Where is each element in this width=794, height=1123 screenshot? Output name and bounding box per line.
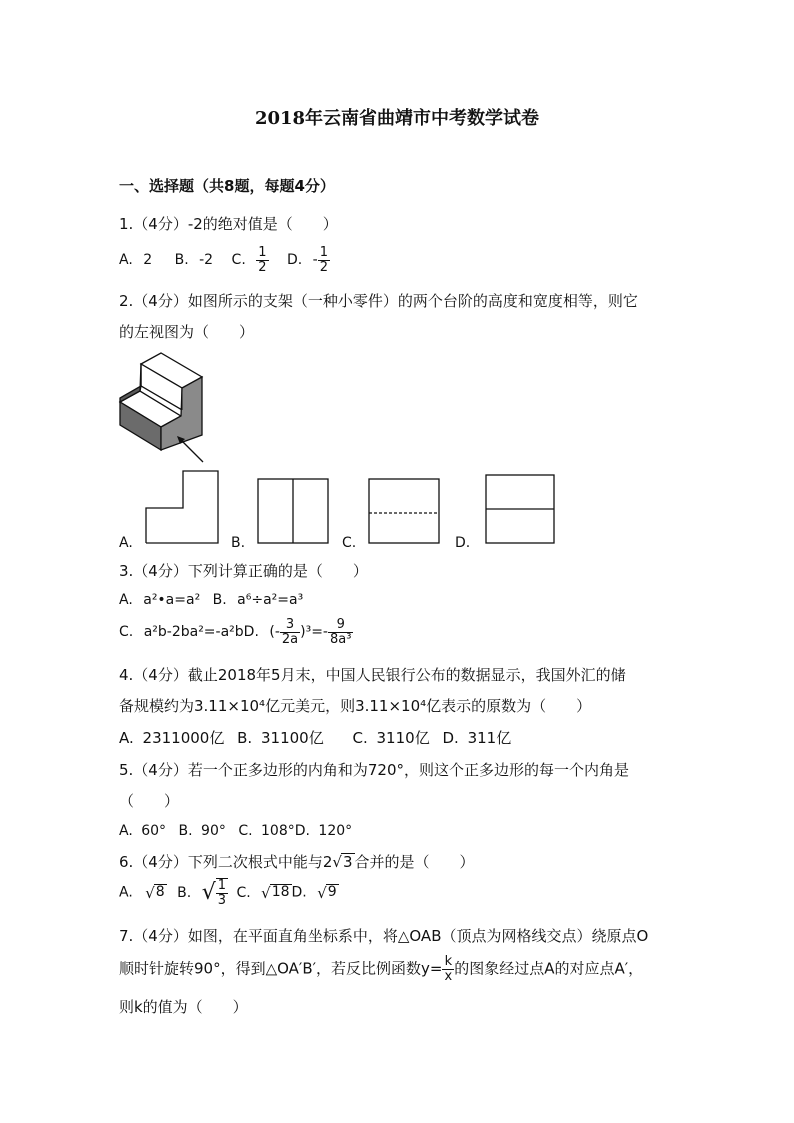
- option-d: 9: [327, 884, 337, 901]
- option-label: B.: [212, 592, 227, 608]
- option-label: A.: [119, 729, 134, 747]
- option-label: A.: [119, 884, 133, 901]
- option-d-result-fraction: $\frac{9}{\text{8a³}}$: [329, 617, 352, 647]
- option-label: B.: [177, 884, 192, 901]
- inverse-function-fraction: $\frac{k}{x}$: [444, 954, 453, 984]
- question-3-options-row1: [119, 592, 303, 608]
- question-3-options-row2: [119, 618, 353, 646]
- option-label: B.: [237, 729, 253, 747]
- option-label: C.: [236, 884, 251, 901]
- option-d-prefix: (-: [269, 624, 280, 641]
- question-5-stem-line1: 5.（4分）若一个正多边形的内角和为720°，则这个正多边形的每一个内角是: [119, 761, 629, 779]
- question-1-options: [119, 246, 330, 274]
- option-label: A.: [119, 592, 133, 608]
- option-label: C.: [119, 624, 134, 641]
- option-c-fraction: $\frac{1}{2}$: [258, 245, 267, 275]
- question-6-stem-pre: 6.（4分）下列二次根式中能与2: [119, 853, 333, 871]
- option-a: 2: [143, 252, 153, 269]
- question-7-stem-line1: 7.（4分）如图，在平面直角坐标系中，将△OAB（顶点为网格线交点）绕原点O: [119, 927, 649, 945]
- question-6-radicand: 3: [342, 853, 353, 871]
- option-label: A.: [119, 823, 133, 839]
- option-label: C.: [238, 823, 253, 839]
- sqrt-icon: √: [317, 883, 327, 902]
- option-a-figure: [145, 470, 221, 546]
- question-2-stem-line1: 2.（4分）如图所示的支架（一种小零件）的两个台阶的高度和宽度相等，则它: [119, 292, 638, 310]
- option-a: 60°: [141, 823, 167, 839]
- sqrt-icon: √: [201, 880, 216, 906]
- option-b: -2: [199, 252, 214, 269]
- option-label: A.: [119, 252, 133, 269]
- question-5-stem-line2: （ ）: [119, 792, 180, 810]
- question-2-stem-line2: 的左视图为（ ）: [119, 323, 255, 341]
- option-label: D.: [442, 729, 459, 747]
- bracket-3d-figure: [115, 350, 215, 470]
- sqrt-icon: √: [332, 853, 342, 871]
- option-c: a²b-2ba²=-a²b: [143, 624, 244, 641]
- question-7-stem-pre: 顺时针旋转90°，得到△OA′B′，若反比例函数y=: [119, 959, 443, 978]
- option-c-figure: [368, 478, 442, 546]
- question-7-stem-line3: 则k的值为（ ）: [119, 998, 248, 1016]
- option-label: B.: [174, 252, 189, 269]
- option-d-label: D.: [455, 535, 471, 551]
- option-b: a⁶÷a²=a³: [237, 592, 304, 608]
- sqrt-icon: √: [145, 883, 155, 902]
- option-b-label: B.: [231, 535, 246, 551]
- option-label: C.: [231, 252, 246, 269]
- option-b: 90°: [201, 823, 226, 839]
- question-7-stem-post: 的图象经过点A的对应点A′，: [454, 959, 644, 978]
- option-a-label: A.: [119, 535, 133, 551]
- option-d-sign: -: [312, 252, 318, 269]
- option-label: D.: [291, 884, 307, 901]
- option-d-middle: )³=-: [300, 624, 328, 641]
- question-5-options: [119, 823, 352, 839]
- question-3-stem: 3.（4分）下列计算正确的是（ ）: [119, 562, 368, 580]
- option-label: C.: [352, 729, 368, 747]
- option-c: 3110亿: [376, 729, 430, 747]
- section-heading: 一、选择题（共8题，每题4分）: [119, 177, 335, 195]
- option-label: D.: [294, 823, 310, 839]
- option-d: 311亿: [467, 729, 512, 747]
- option-d-figure: [485, 474, 557, 546]
- option-label: B.: [178, 823, 193, 839]
- option-b: 31100亿: [260, 729, 324, 747]
- question-7-stem-line2: [119, 955, 643, 983]
- option-d: 120°: [318, 823, 353, 839]
- option-a: 2311000亿: [142, 729, 225, 747]
- option-b-figure: [257, 478, 331, 546]
- question-6-stem-post: 合并的是（ ）: [354, 853, 475, 871]
- option-a: 8: [155, 884, 165, 901]
- question-1-stem: 1.（4分）-2的绝对值是（ ）: [119, 215, 338, 233]
- option-c-label: C.: [342, 535, 357, 551]
- question-6-options: [119, 878, 339, 918]
- option-label: D.: [286, 252, 303, 269]
- question-4-stem-line1: 4.（4分）截止2018年5月末，中国人民银行公布的数据显示，我国外汇的储: [119, 666, 626, 684]
- option-c: 18: [271, 884, 290, 901]
- sqrt-icon: √: [261, 883, 271, 902]
- question-6-stem: [119, 851, 475, 872]
- option-b-fraction: $\frac{1}{3}$: [217, 878, 226, 908]
- option-d-fraction: $\frac{1}{2}$: [319, 245, 328, 275]
- option-c: 108°: [261, 823, 295, 839]
- option-label: D.: [243, 624, 259, 641]
- exam-title: 2018年云南省曲靖市中考数学试卷: [254, 108, 540, 129]
- view-arrow: [179, 438, 203, 462]
- option-d-fraction: $\frac{3}{2a}$: [281, 617, 299, 647]
- option-a: a²•a=a²: [143, 592, 201, 608]
- question-4-stem-line2: 备规模约为3.11×10⁴亿元美元，则3.11×10⁴亿表示的原数为（ ）: [119, 697, 592, 715]
- question-4-options: [119, 727, 511, 748]
